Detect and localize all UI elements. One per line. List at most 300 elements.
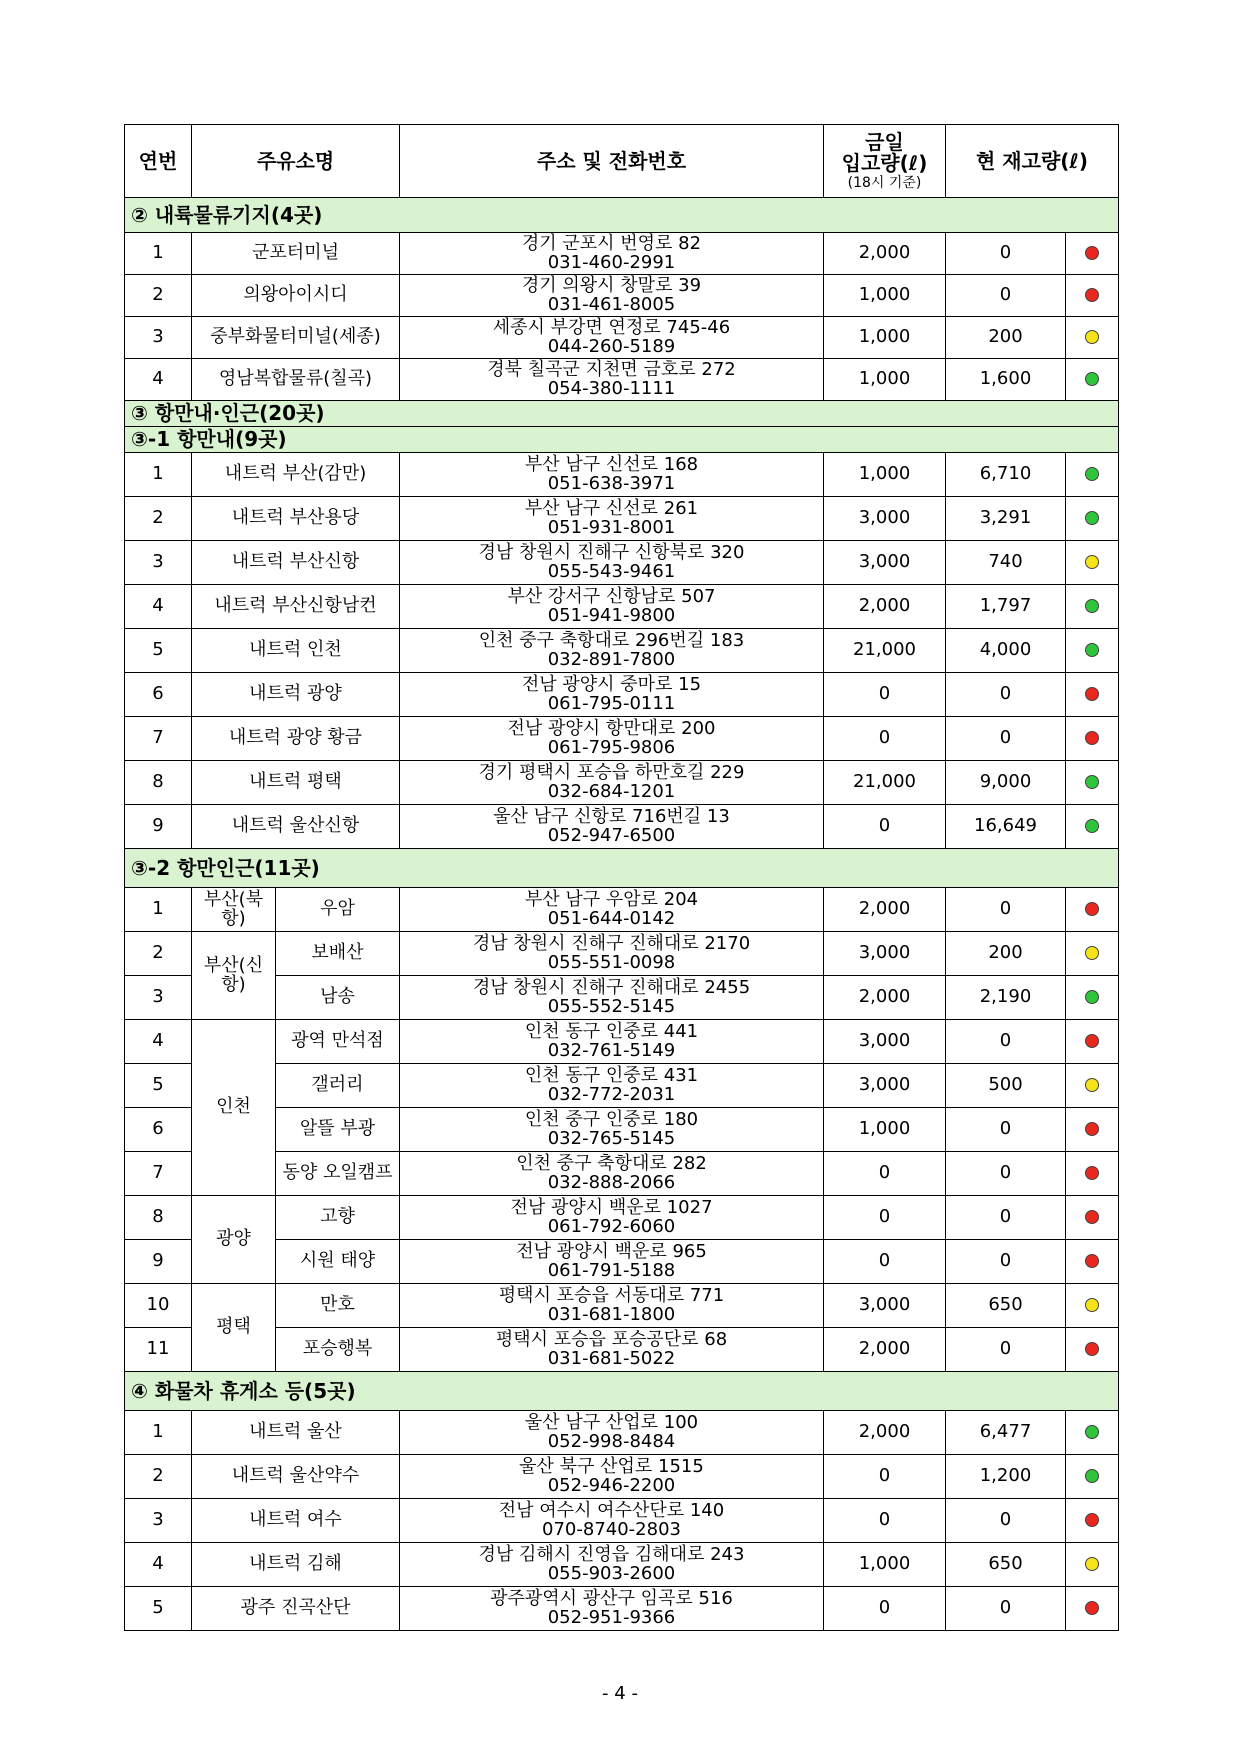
phone-number: 032-772-2031: [547, 1083, 676, 1105]
table-row: [125, 453, 1119, 497]
incoming-amount: 21,000: [824, 629, 946, 673]
address-text: 경기 평택시 포승읍 하만호길 229: [478, 761, 745, 783]
incoming-amount: 3,000: [824, 1020, 946, 1064]
row-no: 9: [125, 1240, 192, 1284]
phone-number: 055-552-5145: [547, 995, 676, 1017]
row-no: 8: [125, 761, 192, 805]
address-cell: [400, 497, 824, 541]
incoming-amount: 0: [824, 1196, 946, 1240]
stock-amount: 0: [946, 717, 1066, 761]
incoming-amount: 3,000: [824, 541, 946, 585]
stock-amount: 6,477: [946, 1411, 1066, 1455]
phone-number: 031-461-8005: [547, 293, 676, 315]
address-text: 부산 남구 우암로 204: [524, 888, 699, 910]
station-name: 내트럭 김해: [192, 1543, 400, 1587]
station-name: 내트럭 울산: [192, 1411, 400, 1455]
station-name: 내트럭 부산신항: [192, 541, 400, 585]
row-no: 3: [125, 1499, 192, 1543]
status-cell: [1066, 359, 1119, 401]
status-red-icon: [1085, 1513, 1099, 1527]
address-text: 광주광역시 광산구 임곡로 516: [490, 1587, 733, 1609]
phone-number: 052-998-8484: [547, 1430, 676, 1452]
status-green-icon: [1085, 599, 1099, 613]
header-stock: 현 재고량(ℓ): [946, 125, 1119, 198]
address-cell: [400, 1020, 824, 1064]
address-text: 부산 강서구 신항남로 507: [507, 585, 716, 607]
status-cell: [1066, 233, 1119, 275]
status-red-icon: [1085, 902, 1099, 916]
address-text: 인천 동구 인중로 441: [524, 1020, 699, 1042]
stock-amount: 200: [946, 932, 1066, 976]
status-cell: [1066, 497, 1119, 541]
status-cell: [1066, 1152, 1119, 1196]
station-name: 동양 오일캠프: [276, 1152, 400, 1196]
row-no: 2: [125, 275, 192, 317]
incoming-amount: 1,000: [824, 1543, 946, 1587]
row-no: 2: [125, 1455, 192, 1499]
address-cell: [400, 1240, 824, 1284]
incoming-amount: 1,000: [824, 359, 946, 401]
station-name: 고향: [276, 1196, 400, 1240]
address-cell: [400, 976, 824, 1020]
address-cell: [400, 1328, 824, 1372]
incoming-amount: 0: [824, 1240, 946, 1284]
status-green-icon: [1085, 467, 1099, 481]
table-row: [125, 1196, 1119, 1240]
status-cell: [1066, 673, 1119, 717]
row-no: 4: [125, 1543, 192, 1587]
address-cell: [400, 888, 824, 932]
status-red-icon: [1085, 1034, 1099, 1048]
address-text: 울산 북구 산업로 1515: [519, 1455, 704, 1477]
stock-amount: 0: [946, 275, 1066, 317]
section-title: ④ 화물차 휴게소 등(5곳): [125, 1372, 1119, 1411]
header-incoming: [824, 125, 946, 198]
phone-number: 052-947-6500: [547, 824, 676, 846]
status-red-icon: [1085, 1254, 1099, 1268]
address-cell: [400, 1196, 824, 1240]
incoming-amount: 3,000: [824, 497, 946, 541]
table-row: [125, 541, 1119, 585]
header-name: 주유소명: [192, 125, 400, 198]
table-row: [125, 1411, 1119, 1455]
table-row: [125, 233, 1119, 275]
status-cell: [1066, 629, 1119, 673]
incoming-amount: 1,000: [824, 317, 946, 359]
phone-number: 061-792-6060: [547, 1215, 676, 1237]
address-cell: [400, 1499, 824, 1543]
table-row: [125, 629, 1119, 673]
stock-amount: 0: [946, 1328, 1066, 1372]
row-no: 5: [125, 1587, 192, 1631]
status-green-icon: [1085, 990, 1099, 1004]
stock-amount: 650: [946, 1284, 1066, 1328]
address-cell: [400, 541, 824, 585]
section-title: ③ 항만내·인근(20곳): [125, 401, 1119, 427]
address-text: 경북 칠곡군 지천면 금호로 272: [487, 358, 736, 380]
stock-amount: 500: [946, 1064, 1066, 1108]
status-yellow-icon: [1085, 1078, 1099, 1092]
incoming-amount: 0: [824, 1455, 946, 1499]
address-cell: [400, 1587, 824, 1631]
incoming-amount: 2,000: [824, 1328, 946, 1372]
phone-number: 051-638-3971: [547, 472, 676, 494]
table-row: [125, 1455, 1119, 1499]
row-no: 3: [125, 976, 192, 1020]
stock-amount: 3,291: [946, 497, 1066, 541]
status-green-icon: [1085, 819, 1099, 833]
phone-number: 031-681-5022: [547, 1347, 676, 1369]
status-cell: [1066, 761, 1119, 805]
stock-amount: 0: [946, 888, 1066, 932]
section-row: [125, 849, 1119, 888]
address-text: 부산 남구 신선로 261: [524, 497, 699, 519]
region-group: 인천: [192, 1020, 276, 1196]
header-address: 주소 및 전화번호: [400, 125, 824, 198]
status-red-icon: [1085, 687, 1099, 701]
phone-number: 031-681-1800: [547, 1303, 676, 1325]
row-no: 4: [125, 585, 192, 629]
station-name: 광역 만석점: [276, 1020, 400, 1064]
address-text: 인천 동구 인중로 431: [524, 1064, 699, 1086]
status-red-icon: [1085, 288, 1099, 302]
address-text: 전남 광양시 중마로 15: [521, 673, 702, 695]
incoming-amount: 0: [824, 1499, 946, 1543]
stock-amount: 200: [946, 317, 1066, 359]
incoming-amount: 1,000: [824, 1108, 946, 1152]
address-text: 인천 중구 축항대로 282: [516, 1152, 707, 1174]
table-row: [125, 317, 1119, 359]
table-row: [125, 1499, 1119, 1543]
incoming-amount: 0: [824, 1587, 946, 1631]
address-text: 전남 광양시 백운로 1027: [510, 1196, 713, 1218]
address-cell: [400, 585, 824, 629]
phone-number: 052-951-9366: [547, 1606, 676, 1628]
address-cell: [400, 1108, 824, 1152]
header-incoming-line1: 금일: [865, 129, 904, 154]
address-cell: [400, 1284, 824, 1328]
section-row: [125, 427, 1119, 453]
address-text: 세종시 부강면 연정로 745-46: [492, 316, 731, 338]
header-incoming-line2: 입고량(ℓ): [841, 150, 928, 175]
stock-amount: 4,000: [946, 629, 1066, 673]
status-cell: [1066, 1587, 1119, 1631]
status-red-icon: [1085, 1122, 1099, 1136]
phone-number: 051-644-0142: [547, 907, 676, 929]
status-red-icon: [1085, 246, 1099, 260]
status-yellow-icon: [1085, 555, 1099, 569]
stock-amount: 6,710: [946, 453, 1066, 497]
address-cell: [400, 932, 824, 976]
status-cell: [1066, 1328, 1119, 1372]
stock-amount: 0: [946, 1499, 1066, 1543]
incoming-amount: 2,000: [824, 233, 946, 275]
status-cell: [1066, 976, 1119, 1020]
station-name: 중부화물터미널(세종): [192, 317, 400, 359]
status-cell: [1066, 1064, 1119, 1108]
section-title: ③-2 항만인근(11곳): [125, 849, 1119, 888]
status-cell: [1066, 317, 1119, 359]
address-cell: [400, 629, 824, 673]
address-text: 울산 남구 신항로 716번길 13: [493, 805, 730, 827]
address-text: 부산 남구 신선로 168: [524, 453, 699, 475]
table-row: [125, 932, 1119, 976]
address-text: 울산 남구 산업로 100: [524, 1411, 699, 1433]
address-cell: [400, 1152, 824, 1196]
stock-amount: 9,000: [946, 761, 1066, 805]
station-name: 내트럭 광양 황금: [192, 717, 400, 761]
station-name: 내트럭 여수: [192, 1499, 400, 1543]
status-cell: [1066, 453, 1119, 497]
phone-number: 055-543-9461: [547, 560, 676, 582]
stock-amount: 0: [946, 1196, 1066, 1240]
incoming-amount: 0: [824, 805, 946, 849]
stock-amount: 740: [946, 541, 1066, 585]
status-cell: [1066, 1108, 1119, 1152]
table-row: [125, 585, 1119, 629]
table-row: [125, 275, 1119, 317]
section-title: ② 내륙물류기지(4곳): [125, 198, 1119, 233]
incoming-amount: 21,000: [824, 761, 946, 805]
phone-number: 061-791-5188: [547, 1259, 676, 1281]
phone-number: 055-903-2600: [547, 1562, 676, 1584]
status-red-icon: [1085, 731, 1099, 745]
station-name: 내트럭 울산약수: [192, 1455, 400, 1499]
stock-amount: 0: [946, 1020, 1066, 1064]
station-name: 영남복합물류(칠곡): [192, 359, 400, 401]
address-text: 전남 여수시 여수산단로 140: [498, 1499, 725, 1521]
status-green-icon: [1085, 775, 1099, 789]
section-title: ③-1 항만내(9곳): [125, 427, 1119, 453]
stock-amount: 0: [946, 1152, 1066, 1196]
station-name: 내트럭 평택: [192, 761, 400, 805]
fuel-stock-table: [124, 124, 1119, 1631]
table-row: [125, 673, 1119, 717]
region-group: 부산(신항): [192, 932, 276, 1020]
status-green-icon: [1085, 643, 1099, 657]
incoming-amount: 3,000: [824, 1064, 946, 1108]
address-cell: [400, 453, 824, 497]
stock-amount: 16,649: [946, 805, 1066, 849]
section-row: [125, 1372, 1119, 1411]
station-name: 의왕아이시디: [192, 275, 400, 317]
status-green-icon: [1085, 511, 1099, 525]
phone-number: 061-795-9806: [547, 736, 676, 758]
address-text: 평택시 포승읍 포승공단로 68: [495, 1328, 728, 1350]
row-no: 6: [125, 1108, 192, 1152]
incoming-amount: 0: [824, 1152, 946, 1196]
stock-amount: 1,200: [946, 1455, 1066, 1499]
row-no: 1: [125, 1411, 192, 1455]
phone-number: 044-260-5189: [547, 335, 676, 357]
address-text: 전남 광양시 항만대로 200: [507, 717, 716, 739]
station-name: 내트럭 부산신항남컨: [192, 585, 400, 629]
station-name: 포승행복: [276, 1328, 400, 1372]
address-text: 인천 중구 축항대로 296번길 183: [478, 629, 745, 651]
phone-number: 061-795-0111: [547, 692, 676, 714]
station-name: 내트럭 광양: [192, 673, 400, 717]
address-text: 경남 김해시 진영읍 김해대로 243: [478, 1543, 745, 1565]
address-cell: [400, 673, 824, 717]
phone-number: 032-891-7800: [547, 648, 676, 670]
table-header: [125, 125, 1119, 198]
incoming-amount: 2,000: [824, 1411, 946, 1455]
row-no: 5: [125, 1064, 192, 1108]
table-row: [125, 1020, 1119, 1064]
address-text: 경남 창원시 진해구 진해대로 2170: [472, 932, 751, 954]
incoming-amount: 2,000: [824, 976, 946, 1020]
status-cell: [1066, 1499, 1119, 1543]
table-row: [125, 1284, 1119, 1328]
address-text: 경기 의왕시 창말로 39: [521, 274, 702, 296]
table-row: [125, 497, 1119, 541]
status-cell: [1066, 1020, 1119, 1064]
phone-number: 051-931-8001: [547, 516, 676, 538]
status-red-icon: [1085, 1342, 1099, 1356]
status-cell: [1066, 1411, 1119, 1455]
row-no: 1: [125, 453, 192, 497]
address-text: 평택시 포승읍 서동대로 771: [498, 1284, 725, 1306]
status-cell: [1066, 1196, 1119, 1240]
station-name: 군포터미널: [192, 233, 400, 275]
section-row: [125, 198, 1119, 233]
row-no: 7: [125, 1152, 192, 1196]
stock-amount: 0: [946, 673, 1066, 717]
address-cell: [400, 805, 824, 849]
stock-amount: 1,797: [946, 585, 1066, 629]
status-red-icon: [1085, 1601, 1099, 1615]
status-yellow-icon: [1085, 946, 1099, 960]
row-no: 7: [125, 717, 192, 761]
table-row: [125, 359, 1119, 401]
status-cell: [1066, 1455, 1119, 1499]
station-name: 내트럭 인천: [192, 629, 400, 673]
address-cell: [400, 233, 824, 275]
row-no: 6: [125, 673, 192, 717]
incoming-amount: 1,000: [824, 453, 946, 497]
incoming-amount: 0: [824, 673, 946, 717]
address-cell: [400, 1411, 824, 1455]
phone-number: 032-684-1201: [547, 780, 676, 802]
incoming-amount: 3,000: [824, 1284, 946, 1328]
station-name: 내트럭 부산(감만): [192, 453, 400, 497]
status-cell: [1066, 1240, 1119, 1284]
status-green-icon: [1085, 1469, 1099, 1483]
row-no: 4: [125, 359, 192, 401]
status-cell: [1066, 275, 1119, 317]
region-group: 평택: [192, 1284, 276, 1372]
station-name: 내트럭 울산신항: [192, 805, 400, 849]
status-cell: [1066, 888, 1119, 932]
status-cell: [1066, 541, 1119, 585]
row-no: 9: [125, 805, 192, 849]
stock-amount: 0: [946, 1108, 1066, 1152]
stock-amount: 0: [946, 233, 1066, 275]
row-no: 11: [125, 1328, 192, 1372]
stock-amount: 1,600: [946, 359, 1066, 401]
incoming-amount: 2,000: [824, 585, 946, 629]
station-name: 시원 태양: [276, 1240, 400, 1284]
address-text: 경남 창원시 진해구 신항북로 320: [478, 541, 745, 563]
status-yellow-icon: [1085, 1298, 1099, 1312]
region-group: 광양: [192, 1196, 276, 1284]
page-number: - 4 -: [602, 1683, 638, 1704]
incoming-amount: 0: [824, 717, 946, 761]
address-text: 전남 광양시 백운로 965: [516, 1240, 707, 1262]
row-no: 10: [125, 1284, 192, 1328]
phone-number: 032-765-5145: [547, 1127, 676, 1149]
address-cell: [400, 761, 824, 805]
row-no: 2: [125, 497, 192, 541]
status-green-icon: [1085, 1425, 1099, 1439]
phone-number: 055-551-0098: [547, 951, 676, 973]
row-no: 5: [125, 629, 192, 673]
station-name: 갤러리: [276, 1064, 400, 1108]
phone-number: 031-460-2991: [547, 251, 676, 273]
address-cell: [400, 1543, 824, 1587]
row-no: 3: [125, 317, 192, 359]
status-cell: [1066, 805, 1119, 849]
station-name: 남송: [276, 976, 400, 1020]
address-cell: [400, 1064, 824, 1108]
row-no: 3: [125, 541, 192, 585]
phone-number: 032-761-5149: [547, 1039, 676, 1061]
header-no: 연번: [125, 125, 192, 198]
table-row: [125, 761, 1119, 805]
status-cell: [1066, 585, 1119, 629]
status-red-icon: [1085, 1166, 1099, 1180]
table-row: [125, 805, 1119, 849]
row-no: 1: [125, 888, 192, 932]
stock-amount: 0: [946, 1587, 1066, 1631]
row-no: 1: [125, 233, 192, 275]
phone-number: 052-946-2200: [547, 1474, 676, 1496]
status-cell: [1066, 1543, 1119, 1587]
address-cell: [400, 275, 824, 317]
table-row: [125, 717, 1119, 761]
address-cell: [400, 317, 824, 359]
address-text: 경남 창원시 진해구 진해대로 2455: [472, 976, 751, 998]
station-name: 광주 진곡산단: [192, 1587, 400, 1631]
incoming-amount: 1,000: [824, 275, 946, 317]
address-text: 경기 군포시 번영로 82: [521, 232, 702, 254]
status-red-icon: [1085, 1210, 1099, 1224]
status-green-icon: [1085, 372, 1099, 386]
station-name: 내트럭 부산용당: [192, 497, 400, 541]
station-name: 우암: [276, 888, 400, 932]
stock-amount: 0: [946, 1240, 1066, 1284]
address-cell: [400, 717, 824, 761]
stock-amount: 650: [946, 1543, 1066, 1587]
phone-number: 054-380-1111: [547, 377, 676, 399]
table-row: [125, 1587, 1119, 1631]
phone-number: 051-941-9800: [547, 604, 676, 626]
station-name: 만호: [276, 1284, 400, 1328]
header-incoming-note: (18시 기준): [847, 174, 922, 191]
phone-number: 070-8740-2803: [542, 1518, 681, 1540]
status-cell: [1066, 932, 1119, 976]
status-cell: [1066, 717, 1119, 761]
table-row: [125, 888, 1119, 932]
phone-number: 032-888-2066: [547, 1171, 676, 1193]
stock-amount: 2,190: [946, 976, 1066, 1020]
region-group: 부산(북항): [192, 888, 276, 932]
address-cell: [400, 359, 824, 401]
status-yellow-icon: [1085, 330, 1099, 344]
station-name: 보배산: [276, 932, 400, 976]
incoming-amount: 2,000: [824, 888, 946, 932]
row-no: 2: [125, 932, 192, 976]
